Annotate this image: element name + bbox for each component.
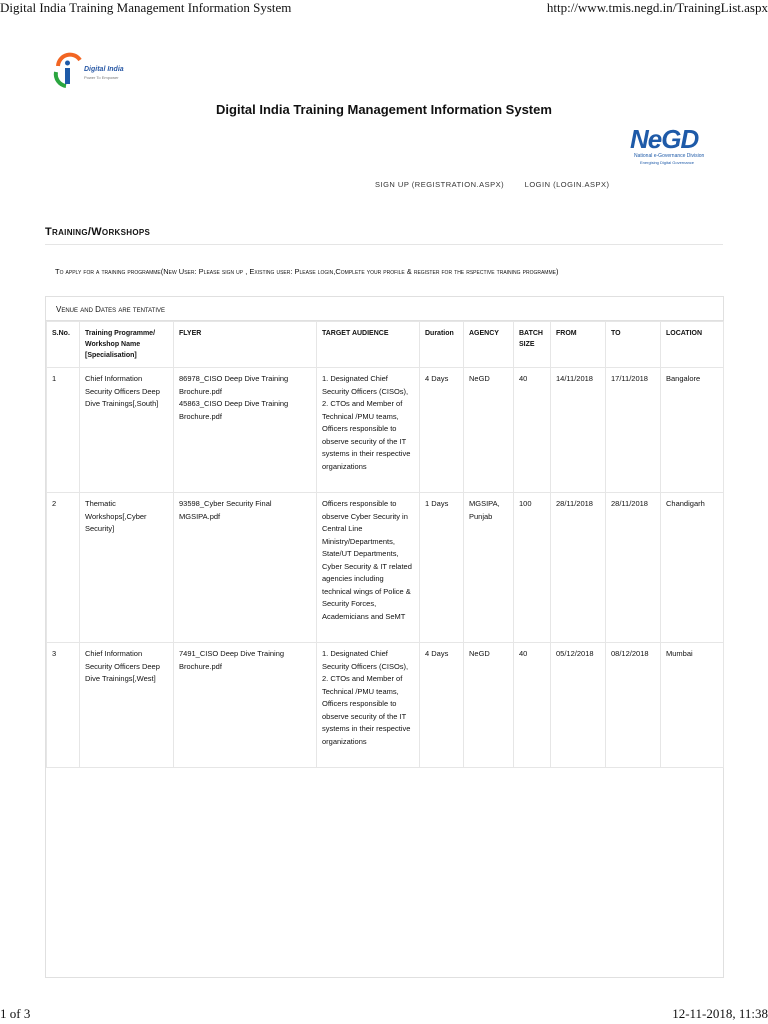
- print-header-title: Digital India Training Management Information System: [0, 0, 292, 15]
- cell-to: 17/11/2018: [606, 368, 661, 493]
- negd-line2: Energising Digital Governance: [640, 160, 695, 165]
- cell-name: Thematic Workshops[,Cyber Security]: [80, 493, 174, 643]
- print-header: [0, 0, 768, 18]
- col-to: TO: [606, 322, 661, 368]
- digital-india-text: Digital India: [84, 66, 124, 73]
- cell-name: Chief Information Security Officers Deep Dive Trainings[,West]: [80, 643, 174, 768]
- cell-location: Chandigarh: [661, 493, 724, 643]
- print-header-url: http://www.tmis.negd.in/TrainingList.aspx: [546, 0, 768, 15]
- cell-agency: NeGD: [464, 368, 514, 493]
- print-datetime: 12-11-2018, 11:38: [672, 1006, 768, 1021]
- col-from: FROM: [551, 322, 606, 368]
- cell-sno: 3: [47, 643, 80, 768]
- col-name: Training Programme/ Workshop Name [Specialisation]: [80, 322, 174, 368]
- col-batch: BATCH SIZE: [514, 322, 551, 368]
- cell-location: Bangalore: [661, 368, 724, 493]
- table-row: [47, 643, 724, 768]
- negd-line1: National e-Governance Division: [634, 153, 705, 159]
- training-panel: [45, 296, 724, 978]
- print-footer: [0, 1006, 768, 1024]
- cell-location: Mumbai: [661, 643, 724, 768]
- cell-to: 08/12/2018: [606, 643, 661, 768]
- col-flyer: FLYER: [174, 322, 317, 368]
- cell-audience: Officers responsible to observe Cyber Security in Central Line Ministry/Departments, State/UT Departments, Cyber Security & IT related agencies including technical wings of Police & Security Forces, Academicians and SeMT: [317, 493, 420, 643]
- section-divider: [45, 244, 723, 245]
- cell-from: 14/11/2018: [551, 368, 606, 493]
- cell-from: 28/11/2018: [551, 493, 606, 643]
- cell-from: 05/12/2018: [551, 643, 606, 768]
- section-title: Training/Workshops: [45, 226, 151, 238]
- login-link[interactable]: LOGIN (LOGIN.ASPX): [524, 180, 610, 189]
- cell-to: 28/11/2018: [606, 493, 661, 643]
- negd-brand: NeGD: [630, 124, 699, 154]
- col-agency: AGENCY: [464, 322, 514, 368]
- cell-batch: 40: [514, 368, 551, 493]
- flyer-link[interactable]: 45863_CISO Deep Dive Training Brochure.pdf: [179, 399, 289, 421]
- cell-batch: 40: [514, 643, 551, 768]
- cell-batch: 100: [514, 493, 551, 643]
- apply-note: To apply for a training programme(New User: Please sign up , Existing user: Please login,Complete your profile & register for the rspective training programme): [55, 267, 559, 276]
- col-audience: TARGET AUDIENCE: [317, 322, 420, 368]
- cell-name: Chief Information Security Officers Deep Dive Trainings[,South]: [80, 368, 174, 493]
- cell-flyer: [174, 643, 317, 768]
- cell-audience: 1. Designated Chief Security Officers (CISOs), 2. CTOs and Member of Technical /PMU teams, Officers responsible to observe security of the IT systems in their respective organizations: [317, 643, 420, 768]
- flyer-link[interactable]: 86978_CISO Deep Dive Training Brochure.pdf: [179, 374, 289, 396]
- flyer-link[interactable]: 7491_CISO Deep Dive Training Brochure.pdf: [179, 649, 285, 671]
- cell-sno: 2: [47, 493, 80, 643]
- cell-agency: MGSIPA, Punjab: [464, 493, 514, 643]
- training-table: [46, 321, 724, 768]
- page-counter: 1 of 3: [0, 1006, 31, 1021]
- digital-india-mark-icon: [52, 52, 86, 92]
- cell-flyer: [174, 493, 317, 643]
- col-sno: S.No.: [47, 322, 80, 368]
- table-row: [47, 493, 724, 643]
- cell-duration: 4 Days: [420, 368, 464, 493]
- digital-india-logo[interactable]: [52, 52, 132, 92]
- flyer-link[interactable]: 93598_Cyber Security Final MGSIPA.pdf: [179, 499, 272, 521]
- negd-logo[interactable]: [630, 124, 720, 168]
- table-row: [47, 368, 724, 493]
- digital-india-tagline: Power To Empower: [84, 75, 119, 80]
- table-header-row: [47, 322, 724, 368]
- col-duration: Duration: [420, 322, 464, 368]
- signup-link[interactable]: SIGN UP (REGISTRATION.ASPX): [375, 180, 505, 189]
- cell-agency: NeGD: [464, 643, 514, 768]
- cell-sno: 1: [47, 368, 80, 493]
- cell-audience: 1. Designated Chief Security Officers (CISOs), 2. CTOs and Member of Technical /PMU teams, Officers responsible to observe security of the IT systems in their respective organizations: [317, 368, 420, 493]
- col-location: LOCATION: [661, 322, 724, 368]
- top-nav: [375, 180, 628, 189]
- cell-duration: 1 Days: [420, 493, 464, 643]
- panel-heading: Venue and Dates are tentative: [46, 297, 723, 321]
- page-title: Digital India Training Management Information System: [216, 102, 552, 117]
- cell-flyer: [174, 368, 317, 493]
- cell-duration: 4 Days: [420, 643, 464, 768]
